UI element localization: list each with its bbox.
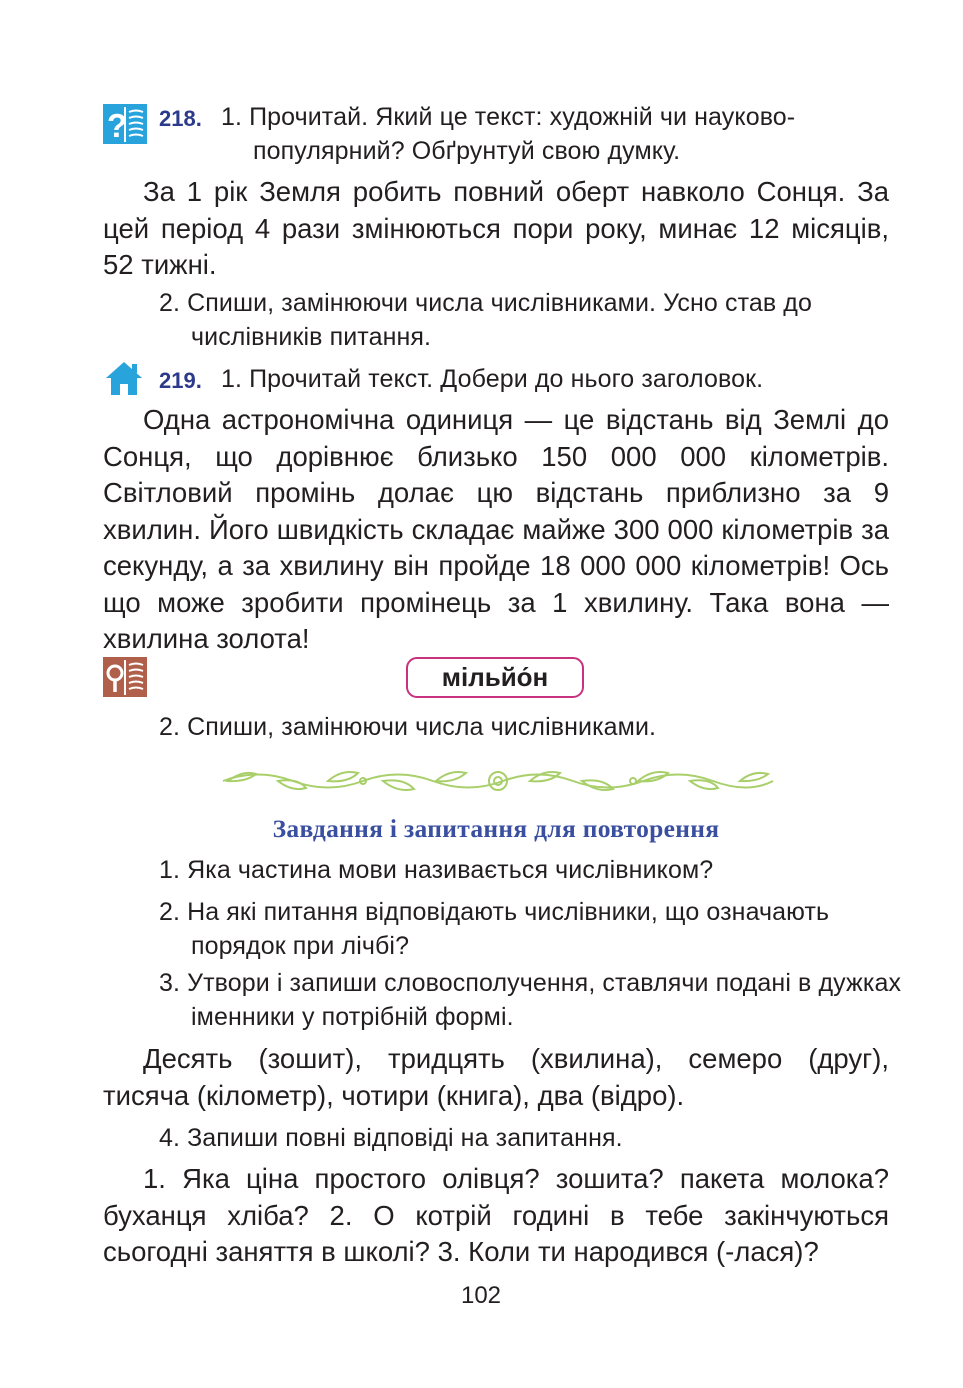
svg-text:?: ? (107, 107, 128, 144)
review-question-3: 3. Утвори і запиши словосполучення, ставлячи подані в дужках іменники у потрібній формі. (159, 969, 902, 1031)
exercise-218-task-1: 1. Прочитай. Який це текст: художній чи науково-популярний? Обґрунтуй свою думку. (221, 103, 796, 165)
review-questions-text: 1. Яка ціна простого олівця? зошита? пакета молока? буханця хліба? 2. О котрій годині в тебе закінчуються сьогодні заняття в школі? 3. Коли ти народився (-лася)? (103, 1163, 889, 1267)
dictionary-word-box: мільйо́н (406, 657, 584, 698)
dictionary-icon (103, 657, 147, 697)
exercise-219-paragraph: Одна астрономічна одиниця — це відстань від Землі до Сонця, що дорівнює близько 150 000 000 кілометрів. Світловий промінь долає цю відстань приблизно за 9 хвилин. Його швидкість складає майже 300 000 кілометрів за секунду, а за хвилину він пройде 18 000 000 кілометрів! Ось що може зробити промінець за 1 хвилину. Така вона — хвилина золота! (103, 404, 889, 654)
exercise-number-218: 218. (159, 106, 202, 131)
review-question-1: 1. Яка частина мови називається числівником? (159, 856, 714, 884)
vine-ornament-divider (218, 760, 778, 802)
exercise-219-task-2: 2. Спиши, замінюючи числа числівниками. (159, 713, 657, 741)
exercise-218-paragraph: За 1 рік Земля робить повний оберт навколо Сонця. За цей період 4 рази змінюються пори року, минає 12 місяців, 52 тижні. (103, 176, 889, 280)
exercise-number-219: 219. (159, 368, 202, 393)
review-question-4: 4. Запиши повні відповіді на запитання. (159, 1124, 623, 1152)
review-phrases: Десять (зошит), тридцять (хвилина), семеро (друг), тисяча (кілометр), чотири (книга), два (відро). (103, 1043, 889, 1111)
exercise-218-task-2: 2. Спиши, замінюючи числа числівниками. Усно став до числівників питання. (159, 289, 812, 351)
home-task-icon (104, 360, 144, 396)
review-question-2: 2. На які питання відповідають числівники, що означають порядок при лічбі? (159, 898, 830, 960)
read-question-icon (103, 104, 147, 144)
page-number: 102 (460, 1282, 502, 1309)
exercise-219-task-1: 1. Прочитай текст. Добери до нього заголовок. (221, 365, 764, 393)
review-heading: Завдання і запитання для повторення (272, 814, 720, 843)
